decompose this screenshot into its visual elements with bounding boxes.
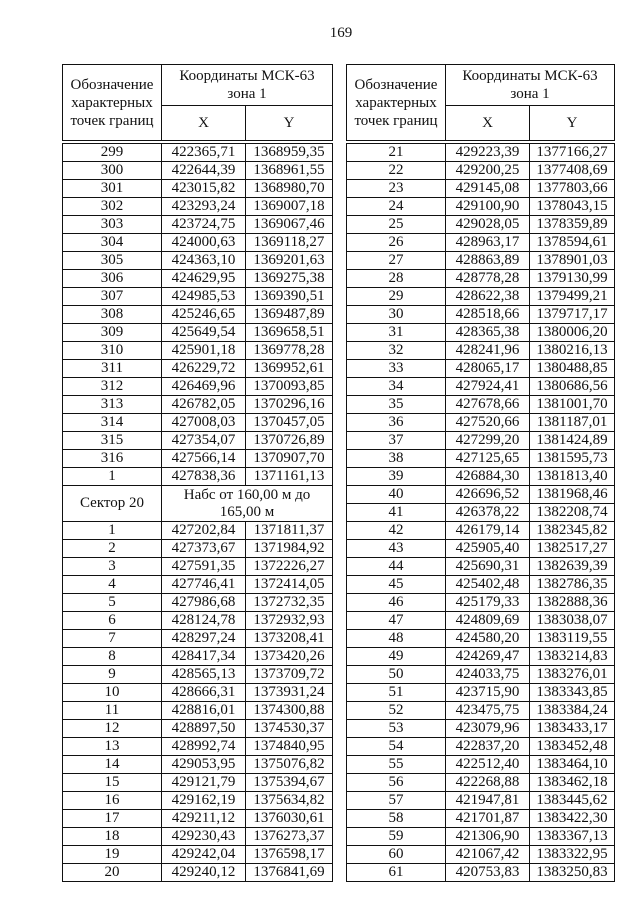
point-id: 11	[63, 702, 161, 719]
coord-y: 1369952,61	[246, 360, 332, 377]
coord-x: 429230,43	[162, 828, 245, 845]
point-id: 37	[347, 432, 445, 449]
coord-y: 1372732,35	[246, 594, 332, 611]
point-id: 40	[347, 486, 445, 503]
coord-x: 424269,47	[446, 648, 529, 665]
coord-x: 426884,30	[446, 468, 529, 485]
coord-y: 1382888,36	[530, 594, 614, 611]
coord-y: 1372414,05	[246, 576, 332, 593]
coord-x: 422644,39	[162, 162, 245, 179]
coord-x: 423293,24	[162, 198, 245, 215]
coord-x: 425179,33	[446, 594, 529, 611]
coord-x: 429240,12	[162, 864, 245, 881]
coord-y: 1378359,89	[530, 216, 614, 233]
coord-y: 1379130,99	[530, 270, 614, 287]
coord-y: 1374840,95	[246, 738, 332, 755]
page-number: 169	[329, 25, 353, 41]
point-id: 21	[347, 144, 445, 161]
point-id: 1	[63, 522, 161, 539]
coord-y: 1380686,56	[530, 378, 614, 395]
header-point-designation: Обозначение характерных точек границ	[347, 65, 445, 140]
coord-y: 1376598,17	[246, 846, 332, 863]
coord-x: 423724,75	[162, 216, 245, 233]
coord-y: 1381424,89	[530, 432, 614, 449]
point-id: 28	[347, 270, 445, 287]
header-point-designation: Обозначение характерных точек границ	[63, 65, 161, 140]
point-id: 6	[63, 612, 161, 629]
point-id: 58	[347, 810, 445, 827]
point-id: 4	[63, 576, 161, 593]
point-id: 313	[63, 396, 161, 413]
coord-x: 427354,07	[162, 432, 245, 449]
coord-x: 429242,04	[162, 846, 245, 863]
coord-x: 427202,84	[162, 522, 245, 539]
point-id: 12	[63, 720, 161, 737]
coord-y: 1368961,55	[246, 162, 332, 179]
coord-x: 428992,74	[162, 738, 245, 755]
point-id: 7	[63, 630, 161, 647]
point-id: 61	[347, 864, 445, 881]
coord-y: 1383433,17	[530, 720, 614, 737]
point-id: 310	[63, 342, 161, 359]
coord-x: 427591,35	[162, 558, 245, 575]
coord-y: 1383367,13	[530, 828, 614, 845]
point-id: 17	[63, 810, 161, 827]
coord-y: 1370457,05	[246, 414, 332, 431]
coord-y: 1378043,15	[530, 198, 614, 215]
coord-y: 1375394,67	[246, 774, 332, 791]
coord-x: 421947,81	[446, 792, 529, 809]
coord-y: 1369067,46	[246, 216, 332, 233]
header-x: X	[446, 106, 529, 140]
coord-x: 429211,12	[162, 810, 245, 827]
point-id: 299	[63, 144, 161, 161]
coord-y: 1383214,83	[530, 648, 614, 665]
sector-label: Сектор 20	[63, 486, 161, 521]
coord-y: 1382345,82	[530, 522, 614, 539]
coord-y: 1378594,61	[530, 234, 614, 251]
coord-x: 420753,83	[446, 864, 529, 881]
point-id: 15	[63, 774, 161, 791]
coord-y: 1383445,62	[530, 792, 614, 809]
coord-x: 428816,01	[162, 702, 245, 719]
coord-x: 429145,08	[446, 180, 529, 197]
point-id: 46	[347, 594, 445, 611]
coord-y: 1383038,07	[530, 612, 614, 629]
point-id: 57	[347, 792, 445, 809]
point-id: 18	[63, 828, 161, 845]
coord-x: 428417,34	[162, 648, 245, 665]
coord-x: 421306,90	[446, 828, 529, 845]
coord-x: 428666,31	[162, 684, 245, 701]
coord-y: 1368959,35	[246, 144, 332, 161]
coords-table-right-header	[346, 64, 615, 141]
point-id: 43	[347, 540, 445, 557]
coord-y: 1369487,89	[246, 306, 332, 323]
point-id: 3	[63, 558, 161, 575]
coord-y: 1373208,41	[246, 630, 332, 647]
coord-x: 422365,71	[162, 144, 245, 161]
coord-y: 1380006,20	[530, 324, 614, 341]
coord-x: 422268,88	[446, 774, 529, 791]
coord-y: 1370093,85	[246, 378, 332, 395]
point-id: 26	[347, 234, 445, 251]
coord-y: 1371984,92	[246, 540, 332, 557]
coord-x: 424580,20	[446, 630, 529, 647]
point-id: 41	[347, 504, 445, 521]
coord-y: 1369778,28	[246, 342, 332, 359]
coord-x: 427520,66	[446, 414, 529, 431]
coord-x: 426782,05	[162, 396, 245, 413]
sector-height-range: Набс от 160,00 м до 165,00 м	[162, 486, 332, 521]
point-id: 45	[347, 576, 445, 593]
coord-y: 1376273,37	[246, 828, 332, 845]
coord-y: 1373931,24	[246, 684, 332, 701]
coord-x: 427125,65	[446, 450, 529, 467]
coord-x: 424363,10	[162, 252, 245, 269]
point-id: 50	[347, 666, 445, 683]
point-id: 35	[347, 396, 445, 413]
coord-y: 1382639,39	[530, 558, 614, 575]
point-id: 302	[63, 198, 161, 215]
point-id: 316	[63, 450, 161, 467]
coord-x: 425649,54	[162, 324, 245, 341]
point-id: 303	[63, 216, 161, 233]
coord-x: 425690,31	[446, 558, 529, 575]
coord-y: 1376030,61	[246, 810, 332, 827]
coord-y: 1383119,55	[530, 630, 614, 647]
coord-x: 425402,48	[446, 576, 529, 593]
point-id: 14	[63, 756, 161, 773]
point-id: 19	[63, 846, 161, 863]
point-id: 2	[63, 540, 161, 557]
point-id: 10	[63, 684, 161, 701]
coord-x: 423715,90	[446, 684, 529, 701]
coord-y: 1374530,37	[246, 720, 332, 737]
coord-x: 426378,22	[446, 504, 529, 521]
coord-x: 428065,17	[446, 360, 529, 377]
coord-x: 429100,90	[446, 198, 529, 215]
coord-y: 1377803,66	[530, 180, 614, 197]
point-id: 55	[347, 756, 445, 773]
point-id: 300	[63, 162, 161, 179]
coord-x: 424033,75	[446, 666, 529, 683]
coord-y: 1372226,27	[246, 558, 332, 575]
point-id: 5	[63, 594, 161, 611]
coord-x: 423079,96	[446, 720, 529, 737]
coord-x: 428863,89	[446, 252, 529, 269]
coord-x: 424629,95	[162, 270, 245, 287]
coord-y: 1368980,70	[246, 180, 332, 197]
point-id: 301	[63, 180, 161, 197]
point-id: 32	[347, 342, 445, 359]
point-id: 39	[347, 468, 445, 485]
coord-x: 427373,67	[162, 540, 245, 557]
coord-x: 425246,65	[162, 306, 245, 323]
coord-x: 425905,40	[446, 540, 529, 557]
coord-x: 422512,40	[446, 756, 529, 773]
coord-x: 426229,72	[162, 360, 245, 377]
point-id: 306	[63, 270, 161, 287]
coord-x: 421067,42	[446, 846, 529, 863]
coord-x: 424809,69	[446, 612, 529, 629]
point-id: 315	[63, 432, 161, 449]
coord-y: 1381187,01	[530, 414, 614, 431]
coord-x: 429162,19	[162, 792, 245, 809]
coord-y: 1377408,69	[530, 162, 614, 179]
coord-x: 427566,14	[162, 450, 245, 467]
point-id: 36	[347, 414, 445, 431]
coord-x: 429028,05	[446, 216, 529, 233]
coord-x: 428297,24	[162, 630, 245, 647]
point-id: 311	[63, 360, 161, 377]
coord-y: 1383276,01	[530, 666, 614, 683]
coord-y: 1369007,18	[246, 198, 332, 215]
coord-x: 426179,14	[446, 522, 529, 539]
coord-y: 1370726,89	[246, 432, 332, 449]
coord-y: 1371161,13	[246, 468, 332, 485]
coord-x: 427924,41	[446, 378, 529, 395]
point-id: 51	[347, 684, 445, 701]
header-coordinates-title: Координаты МСК-63 зона 1	[446, 65, 614, 105]
point-id: 33	[347, 360, 445, 377]
coord-y: 1373420,26	[246, 648, 332, 665]
coord-x: 425901,18	[162, 342, 245, 359]
coord-y: 1369275,38	[246, 270, 332, 287]
coord-x: 423015,82	[162, 180, 245, 197]
coord-y: 1369201,63	[246, 252, 332, 269]
coord-y: 1382786,35	[530, 576, 614, 593]
point-id: 47	[347, 612, 445, 629]
point-id: 29	[347, 288, 445, 305]
coord-y: 1381595,73	[530, 450, 614, 467]
point-id: 23	[347, 180, 445, 197]
coord-x: 428241,96	[446, 342, 529, 359]
coord-y: 1375634,82	[246, 792, 332, 809]
point-id: 308	[63, 306, 161, 323]
coord-y: 1370907,70	[246, 450, 332, 467]
coord-y: 1378901,03	[530, 252, 614, 269]
point-id: 25	[347, 216, 445, 233]
point-id: 13	[63, 738, 161, 755]
coord-y: 1383462,18	[530, 774, 614, 791]
header-coordinates-title: Координаты МСК-63 зона 1	[162, 65, 332, 105]
coord-y: 1377166,27	[530, 144, 614, 161]
point-id: 304	[63, 234, 161, 251]
coord-x: 428124,78	[162, 612, 245, 629]
coord-y: 1374300,88	[246, 702, 332, 719]
coord-x: 428622,38	[446, 288, 529, 305]
coord-y: 1380216,13	[530, 342, 614, 359]
coord-x: 428897,50	[162, 720, 245, 737]
point-id: 20	[63, 864, 161, 881]
coord-y: 1373709,72	[246, 666, 332, 683]
coord-x: 429121,79	[162, 774, 245, 791]
point-id: 307	[63, 288, 161, 305]
coord-y: 1369390,51	[246, 288, 332, 305]
point-id: 22	[347, 162, 445, 179]
coord-x: 428518,66	[446, 306, 529, 323]
coord-x: 427678,66	[446, 396, 529, 413]
point-id: 24	[347, 198, 445, 215]
point-id: 42	[347, 522, 445, 539]
coord-x: 429053,95	[162, 756, 245, 773]
coord-y: 1370296,16	[246, 396, 332, 413]
coord-x: 428963,17	[446, 234, 529, 251]
coord-x: 428778,28	[446, 270, 529, 287]
coord-x: 421701,87	[446, 810, 529, 827]
header-y: Y	[246, 106, 332, 140]
point-id: 44	[347, 558, 445, 575]
point-id: 34	[347, 378, 445, 395]
coord-y: 1381968,46	[530, 486, 614, 503]
coords-table-left-body	[62, 143, 333, 882]
coord-y: 1369658,51	[246, 324, 332, 341]
coord-y: 1383452,48	[530, 738, 614, 755]
coord-x: 427986,68	[162, 594, 245, 611]
coord-y: 1383464,10	[530, 756, 614, 773]
coord-y: 1375076,82	[246, 756, 332, 773]
point-id: 52	[347, 702, 445, 719]
coords-table-right-body	[346, 143, 615, 882]
point-id: 305	[63, 252, 161, 269]
header-x: X	[162, 106, 245, 140]
coord-y: 1383322,95	[530, 846, 614, 863]
coord-y: 1369118,27	[246, 234, 332, 251]
coord-y: 1383384,24	[530, 702, 614, 719]
point-id: 49	[347, 648, 445, 665]
coord-y: 1382208,74	[530, 504, 614, 521]
coord-y: 1379717,17	[530, 306, 614, 323]
point-id: 1	[63, 468, 161, 485]
point-id: 27	[347, 252, 445, 269]
coord-x: 424985,53	[162, 288, 245, 305]
coord-y: 1379499,21	[530, 288, 614, 305]
point-id: 59	[347, 828, 445, 845]
point-id: 38	[347, 450, 445, 467]
point-id: 56	[347, 774, 445, 791]
coord-y: 1382517,27	[530, 540, 614, 557]
point-id: 309	[63, 324, 161, 341]
point-id: 312	[63, 378, 161, 395]
point-id: 8	[63, 648, 161, 665]
coord-x: 428365,38	[446, 324, 529, 341]
point-id: 60	[347, 846, 445, 863]
coord-x: 427838,36	[162, 468, 245, 485]
coord-x: 423475,75	[446, 702, 529, 719]
point-id: 314	[63, 414, 161, 431]
coord-x: 422837,20	[446, 738, 529, 755]
coord-x: 429200,25	[446, 162, 529, 179]
point-id: 54	[347, 738, 445, 755]
coord-x: 429223,39	[446, 144, 529, 161]
coord-y: 1380488,85	[530, 360, 614, 377]
point-id: 30	[347, 306, 445, 323]
point-id: 9	[63, 666, 161, 683]
coord-y: 1383250,83	[530, 864, 614, 881]
coord-y: 1376841,69	[246, 864, 332, 881]
point-id: 16	[63, 792, 161, 809]
coord-x: 427299,20	[446, 432, 529, 449]
coord-y: 1381001,70	[530, 396, 614, 413]
coord-x: 427746,41	[162, 576, 245, 593]
coord-y: 1372932,93	[246, 612, 332, 629]
coord-y: 1371811,37	[246, 522, 332, 539]
header-y: Y	[530, 106, 614, 140]
coord-y: 1383422,30	[530, 810, 614, 827]
point-id: 31	[347, 324, 445, 341]
point-id: 48	[347, 630, 445, 647]
coord-x: 428565,13	[162, 666, 245, 683]
coord-y: 1383343,85	[530, 684, 614, 701]
coord-x: 424000,63	[162, 234, 245, 251]
coords-table-left-header	[62, 64, 333, 141]
point-id: 53	[347, 720, 445, 737]
coord-x: 426696,52	[446, 486, 529, 503]
coord-x: 427008,03	[162, 414, 245, 431]
coord-x: 426469,96	[162, 378, 245, 395]
coord-y: 1381813,40	[530, 468, 614, 485]
